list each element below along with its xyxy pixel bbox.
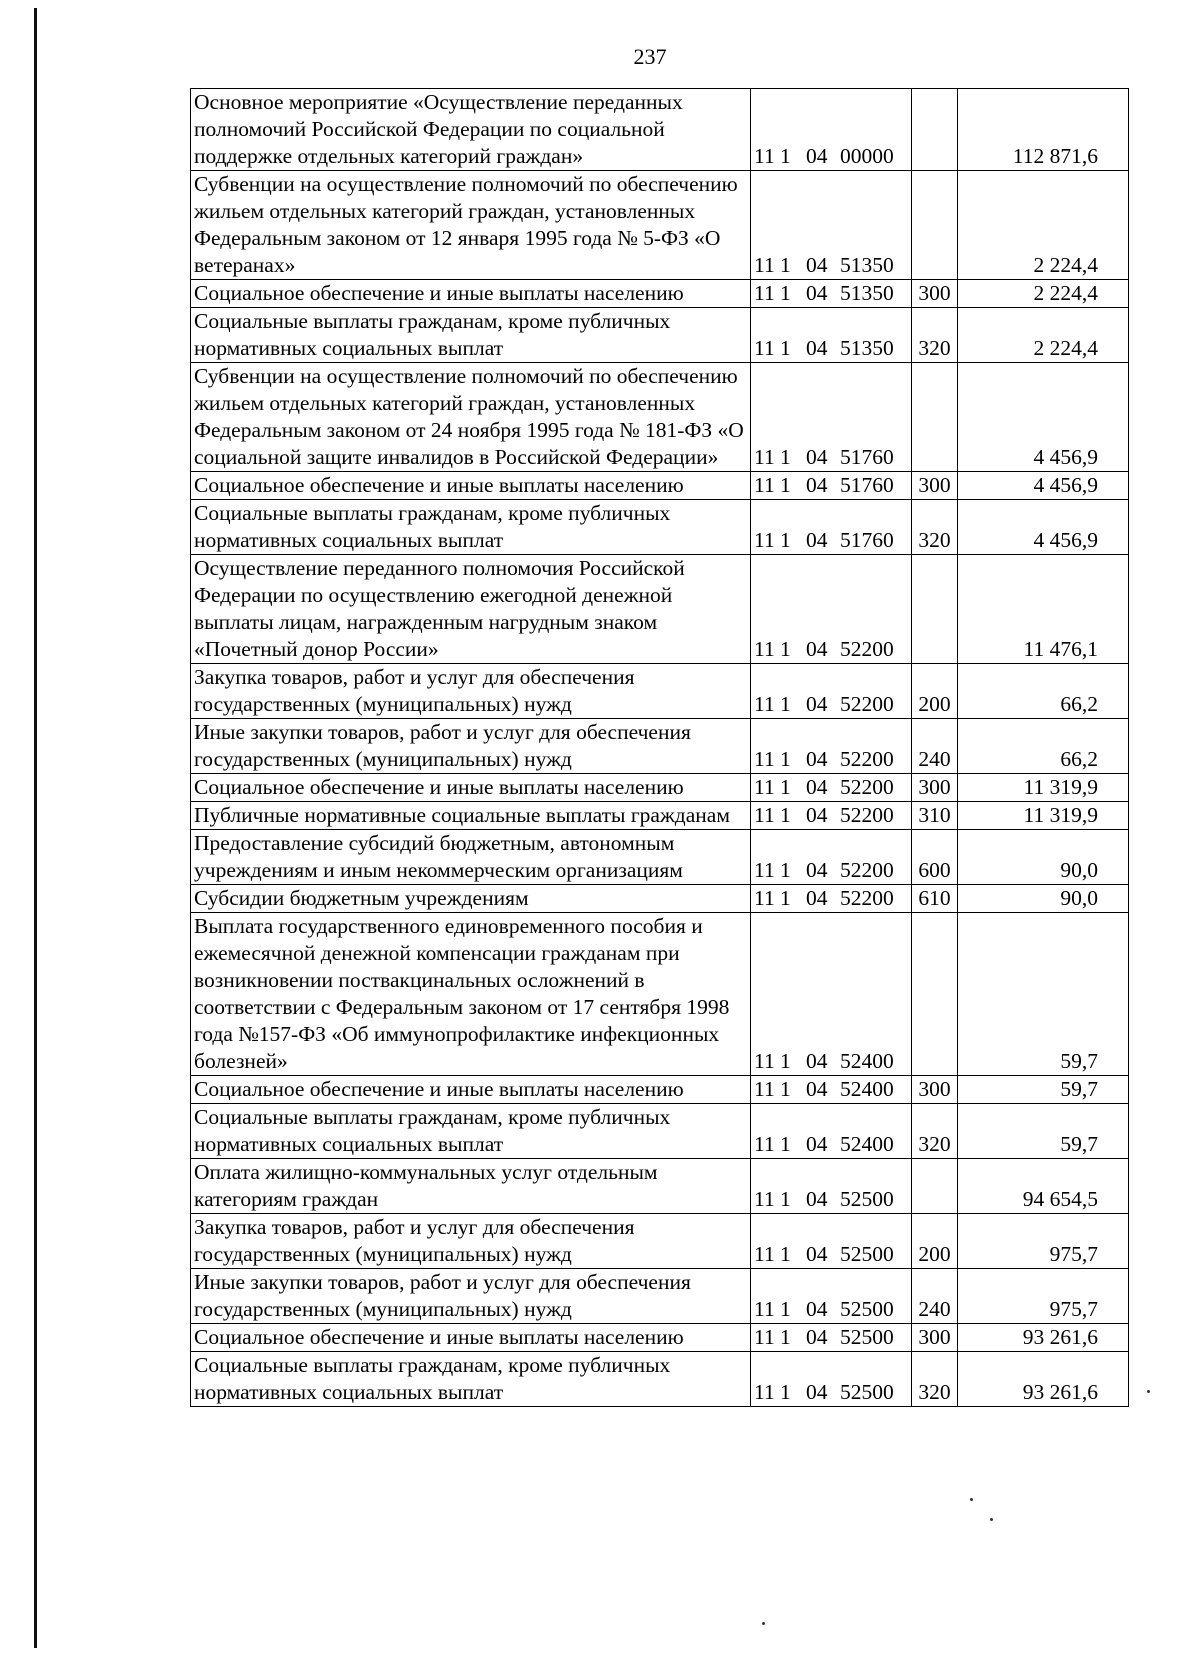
code-part: 04 — [806, 1380, 828, 1404]
row-code-cell — [751, 280, 912, 308]
code-part: 04 — [806, 144, 828, 168]
code-part: 11 — [754, 637, 775, 661]
code-part: 1 — [780, 1325, 791, 1349]
row-code-cell — [751, 1076, 912, 1104]
code-part: 04 — [806, 336, 828, 360]
row-code-cell — [751, 1159, 912, 1214]
table-row — [191, 1269, 1129, 1324]
code-part: 52500 — [840, 1380, 894, 1404]
code-part: 1 — [780, 858, 791, 882]
row-amount-cell: 66,2 — [958, 664, 1129, 719]
code-part: 04 — [806, 1187, 828, 1211]
row-code-cell — [751, 1352, 912, 1407]
row-amount-cell: 975,7 — [958, 1214, 1129, 1269]
row-amount-cell: 4 456,9 — [958, 472, 1129, 500]
code-part: 1 — [780, 445, 791, 469]
row-code-cell — [751, 664, 912, 719]
row-expense-type-cell: 320 — [912, 500, 958, 555]
code-part: 1 — [780, 1187, 791, 1211]
code-part: 1 — [780, 1049, 791, 1073]
code-part: 1 — [780, 1132, 791, 1156]
code-part: 11 — [754, 1325, 775, 1349]
row-expense-type-cell: 240 — [912, 1269, 958, 1324]
code-part: 04 — [806, 858, 828, 882]
row-expense-type-cell: 310 — [912, 802, 958, 830]
row-amount-cell: 59,7 — [958, 1076, 1129, 1104]
code-part: 11 — [754, 1297, 775, 1321]
row-name-cell: Публичные нормативные социальные выплаты гражданам — [191, 802, 751, 830]
table-row — [191, 1324, 1129, 1352]
row-amount-cell: 112 871,6 — [958, 89, 1129, 171]
code-part: 11 — [754, 1132, 775, 1156]
table-row — [191, 308, 1129, 363]
table-row — [191, 171, 1129, 280]
table-body — [191, 89, 1129, 1407]
code-part: 51760 — [840, 473, 894, 497]
row-name-cell: Социальное обеспечение и иные выплаты населению — [191, 472, 751, 500]
row-expense-type-cell — [912, 913, 958, 1076]
row-amount-cell: 93 261,6 — [958, 1324, 1129, 1352]
row-name-cell: Социальные выплаты гражданам, кроме публичных нормативных социальных выплат — [191, 500, 751, 555]
row-amount-cell: 2 224,4 — [958, 280, 1129, 308]
code-part: 52200 — [840, 747, 894, 771]
code-part: 04 — [806, 692, 828, 716]
code-part: 11 — [754, 144, 775, 168]
row-code-cell — [751, 555, 912, 664]
code-part: 51350 — [840, 281, 894, 305]
code-part: 52500 — [840, 1242, 894, 1266]
code-part: 04 — [806, 528, 828, 552]
row-expense-type-cell: 600 — [912, 830, 958, 885]
table-row — [191, 913, 1129, 1076]
code-part: 11 — [754, 281, 775, 305]
code-part: 52500 — [840, 1187, 894, 1211]
row-code-cell — [751, 830, 912, 885]
row-code-cell — [751, 719, 912, 774]
row-code-cell — [751, 1324, 912, 1352]
code-part: 1 — [780, 803, 791, 827]
row-amount-cell: 2 224,4 — [958, 171, 1129, 280]
row-name-cell: Субсидии бюджетным учреждениям — [191, 885, 751, 913]
row-amount-cell: 90,0 — [958, 885, 1129, 913]
row-name-cell: Иные закупки товаров, работ и услуг для обеспечения государственных (муниципальных) нужд — [191, 1269, 751, 1324]
table-row — [191, 363, 1129, 472]
table-row — [191, 89, 1129, 171]
row-code-cell — [751, 1269, 912, 1324]
row-name-cell: Субвенции на осуществление полномочий по обеспечению жильем отдельных категорий граждан, установленных Федеральным законом от 24 ноября 1995 года № 181-ФЗ «О социальной защите инвалидов в Российской Федерации» — [191, 363, 751, 472]
code-part: 04 — [806, 1325, 828, 1349]
code-part: 11 — [754, 1380, 775, 1404]
code-part: 04 — [806, 253, 828, 277]
code-part: 04 — [806, 445, 828, 469]
code-part: 52500 — [840, 1297, 894, 1321]
row-expense-type-cell: 320 — [912, 1104, 958, 1159]
code-part: 11 — [754, 747, 775, 771]
code-part: 11 — [754, 858, 775, 882]
row-amount-cell: 975,7 — [958, 1269, 1129, 1324]
code-part: 1 — [780, 1242, 791, 1266]
row-expense-type-cell: 300 — [912, 1324, 958, 1352]
code-part: 1 — [780, 1077, 791, 1101]
table-row — [191, 830, 1129, 885]
code-part: 11 — [754, 1187, 775, 1211]
binding-margin-line — [34, 8, 37, 1648]
row-name-cell: Социальное обеспечение и иные выплаты населению — [191, 1324, 751, 1352]
scan-speck — [970, 1498, 973, 1501]
scan-speck — [990, 1518, 993, 1521]
code-part: 51350 — [840, 336, 894, 360]
row-code-cell — [751, 500, 912, 555]
table-row — [191, 555, 1129, 664]
row-name-cell: Осуществление переданного полномочия Российской Федерации по осуществлению ежегодной денежной выплаты лицам, награжденным нагрудным знаком «Почетный донор России» — [191, 555, 751, 664]
code-part: 1 — [780, 253, 791, 277]
code-part: 00000 — [840, 144, 894, 168]
row-amount-cell: 59,7 — [958, 1104, 1129, 1159]
row-expense-type-cell: 240 — [912, 719, 958, 774]
table-row — [191, 500, 1129, 555]
code-part: 1 — [780, 473, 791, 497]
table-row — [191, 1352, 1129, 1407]
row-name-cell: Предоставление субсидий бюджетным, автономным учреждениям и иным некоммерческим организациям — [191, 830, 751, 885]
code-part: 11 — [754, 1049, 775, 1073]
row-amount-cell: 59,7 — [958, 913, 1129, 1076]
row-code-cell — [751, 363, 912, 472]
row-code-cell — [751, 308, 912, 363]
code-part: 11 — [754, 692, 775, 716]
row-expense-type-cell: 610 — [912, 885, 958, 913]
row-code-cell — [751, 472, 912, 500]
code-part: 11 — [754, 253, 775, 277]
budget-table — [190, 88, 1129, 1407]
code-part: 1 — [780, 775, 791, 799]
code-part: 11 — [754, 473, 775, 497]
code-part: 11 — [754, 445, 775, 469]
row-name-cell: Основное мероприятие «Осуществление переданных полномочий Российской Федерации по социальной поддержке отдельных категорий граждан» — [191, 89, 751, 171]
code-part: 04 — [806, 747, 828, 771]
code-part: 11 — [754, 775, 775, 799]
code-part: 52200 — [840, 803, 894, 827]
row-amount-cell: 11 319,9 — [958, 802, 1129, 830]
code-part: 04 — [806, 637, 828, 661]
row-name-cell: Закупка товаров, работ и услуг для обеспечения государственных (муниципальных) нужд — [191, 664, 751, 719]
row-amount-cell: 11 476,1 — [958, 555, 1129, 664]
code-part: 1 — [780, 144, 791, 168]
table-row — [191, 719, 1129, 774]
row-name-cell: Социальное обеспечение и иные выплаты населению — [191, 1076, 751, 1104]
table-row — [191, 1159, 1129, 1214]
row-code-cell — [751, 802, 912, 830]
row-amount-cell: 94 654,5 — [958, 1159, 1129, 1214]
row-name-cell: Оплата жилищно-коммунальных услуг отдельным категориям граждан — [191, 1159, 751, 1214]
code-part: 51350 — [840, 253, 894, 277]
row-name-cell: Социальные выплаты гражданам, кроме публичных нормативных социальных выплат — [191, 1104, 751, 1159]
code-part: 1 — [780, 886, 791, 910]
row-name-cell: Социальное обеспечение и иные выплаты населению — [191, 774, 751, 802]
code-part: 1 — [780, 692, 791, 716]
code-part: 1 — [780, 637, 791, 661]
row-expense-type-cell: 300 — [912, 774, 958, 802]
code-part: 1 — [780, 1380, 791, 1404]
code-part: 52500 — [840, 1325, 894, 1349]
row-name-cell: Иные закупки товаров, работ и услуг для обеспечения государственных (муниципальных) нужд — [191, 719, 751, 774]
row-expense-type-cell: 320 — [912, 1352, 958, 1407]
row-expense-type-cell — [912, 1159, 958, 1214]
code-part: 1 — [780, 528, 791, 552]
row-code-cell — [751, 89, 912, 171]
code-part: 04 — [806, 1077, 828, 1101]
row-code-cell — [751, 913, 912, 1076]
code-part: 1 — [780, 281, 791, 305]
row-code-cell — [751, 1214, 912, 1269]
code-part: 04 — [806, 886, 828, 910]
code-part: 04 — [806, 473, 828, 497]
row-expense-type-cell — [912, 89, 958, 171]
scan-speck — [1147, 1390, 1150, 1393]
row-name-cell: Социальные выплаты гражданам, кроме публичных нормативных социальных выплат — [191, 308, 751, 363]
code-part: 52200 — [840, 858, 894, 882]
code-part: 04 — [806, 1049, 828, 1073]
code-part: 1 — [780, 336, 791, 360]
code-part: 11 — [754, 336, 775, 360]
row-amount-cell: 66,2 — [958, 719, 1129, 774]
row-amount-cell: 4 456,9 — [958, 363, 1129, 472]
row-expense-type-cell — [912, 555, 958, 664]
row-expense-type-cell: 200 — [912, 664, 958, 719]
code-part: 04 — [806, 1242, 828, 1266]
code-part: 52200 — [840, 886, 894, 910]
code-part: 1 — [780, 1297, 791, 1321]
code-part: 11 — [754, 1077, 775, 1101]
code-part: 52200 — [840, 775, 894, 799]
row-expense-type-cell — [912, 171, 958, 280]
code-part: 04 — [806, 1132, 828, 1156]
code-part: 11 — [754, 886, 775, 910]
row-expense-type-cell: 320 — [912, 308, 958, 363]
table-row — [191, 802, 1129, 830]
code-part: 51760 — [840, 528, 894, 552]
code-part: 11 — [754, 528, 775, 552]
row-expense-type-cell: 300 — [912, 472, 958, 500]
code-part: 52400 — [840, 1132, 894, 1156]
row-amount-cell: 11 319,9 — [958, 774, 1129, 802]
code-part: 52400 — [840, 1049, 894, 1073]
table-row — [191, 1076, 1129, 1104]
table-row — [191, 1214, 1129, 1269]
table-row — [191, 1104, 1129, 1159]
code-part: 51760 — [840, 445, 894, 469]
row-name-cell: Социальные выплаты гражданам, кроме публичных нормативных социальных выплат — [191, 1352, 751, 1407]
row-amount-cell: 90,0 — [958, 830, 1129, 885]
table-row — [191, 280, 1129, 308]
code-part: 04 — [806, 775, 828, 799]
row-code-cell — [751, 774, 912, 802]
row-expense-type-cell — [912, 363, 958, 472]
row-name-cell: Субвенции на осуществление полномочий по обеспечению жильем отдельных категорий граждан, установленных Федеральным законом от 12 января 1995 года № 5-ФЗ «О ветеранах» — [191, 171, 751, 280]
row-amount-cell: 4 456,9 — [958, 500, 1129, 555]
row-amount-cell: 93 261,6 — [958, 1352, 1129, 1407]
code-part: 52200 — [840, 692, 894, 716]
table-row — [191, 885, 1129, 913]
code-part: 11 — [754, 1242, 775, 1266]
row-expense-type-cell: 200 — [912, 1214, 958, 1269]
row-name-cell: Закупка товаров, работ и услуг для обеспечения государственных (муниципальных) нужд — [191, 1214, 751, 1269]
table-row — [191, 472, 1129, 500]
code-part: 04 — [806, 803, 828, 827]
code-part: 1 — [780, 747, 791, 771]
code-part: 04 — [806, 1297, 828, 1321]
row-code-cell — [751, 171, 912, 280]
row-amount-cell: 2 224,4 — [958, 308, 1129, 363]
code-part: 04 — [806, 281, 828, 305]
row-expense-type-cell: 300 — [912, 1076, 958, 1104]
table-row — [191, 664, 1129, 719]
code-part: 11 — [754, 803, 775, 827]
row-expense-type-cell: 300 — [912, 280, 958, 308]
row-name-cell: Социальное обеспечение и иные выплаты населению — [191, 280, 751, 308]
row-name-cell: Выплата государственного единовременного пособия и ежемесячной денежной компенсации гражданам при возникновении поствакцинальных осложнений в соответствии с Федеральным законом от 17 сентября 1998 года №157-ФЗ «Об иммунопрофилактике инфекционных болезней» — [191, 913, 751, 1076]
page-number: 237 — [633, 44, 667, 69]
scan-speck — [762, 1622, 765, 1625]
code-part: 52400 — [840, 1077, 894, 1101]
row-code-cell — [751, 1104, 912, 1159]
row-code-cell — [751, 885, 912, 913]
code-part: 52200 — [840, 637, 894, 661]
table-row — [191, 774, 1129, 802]
